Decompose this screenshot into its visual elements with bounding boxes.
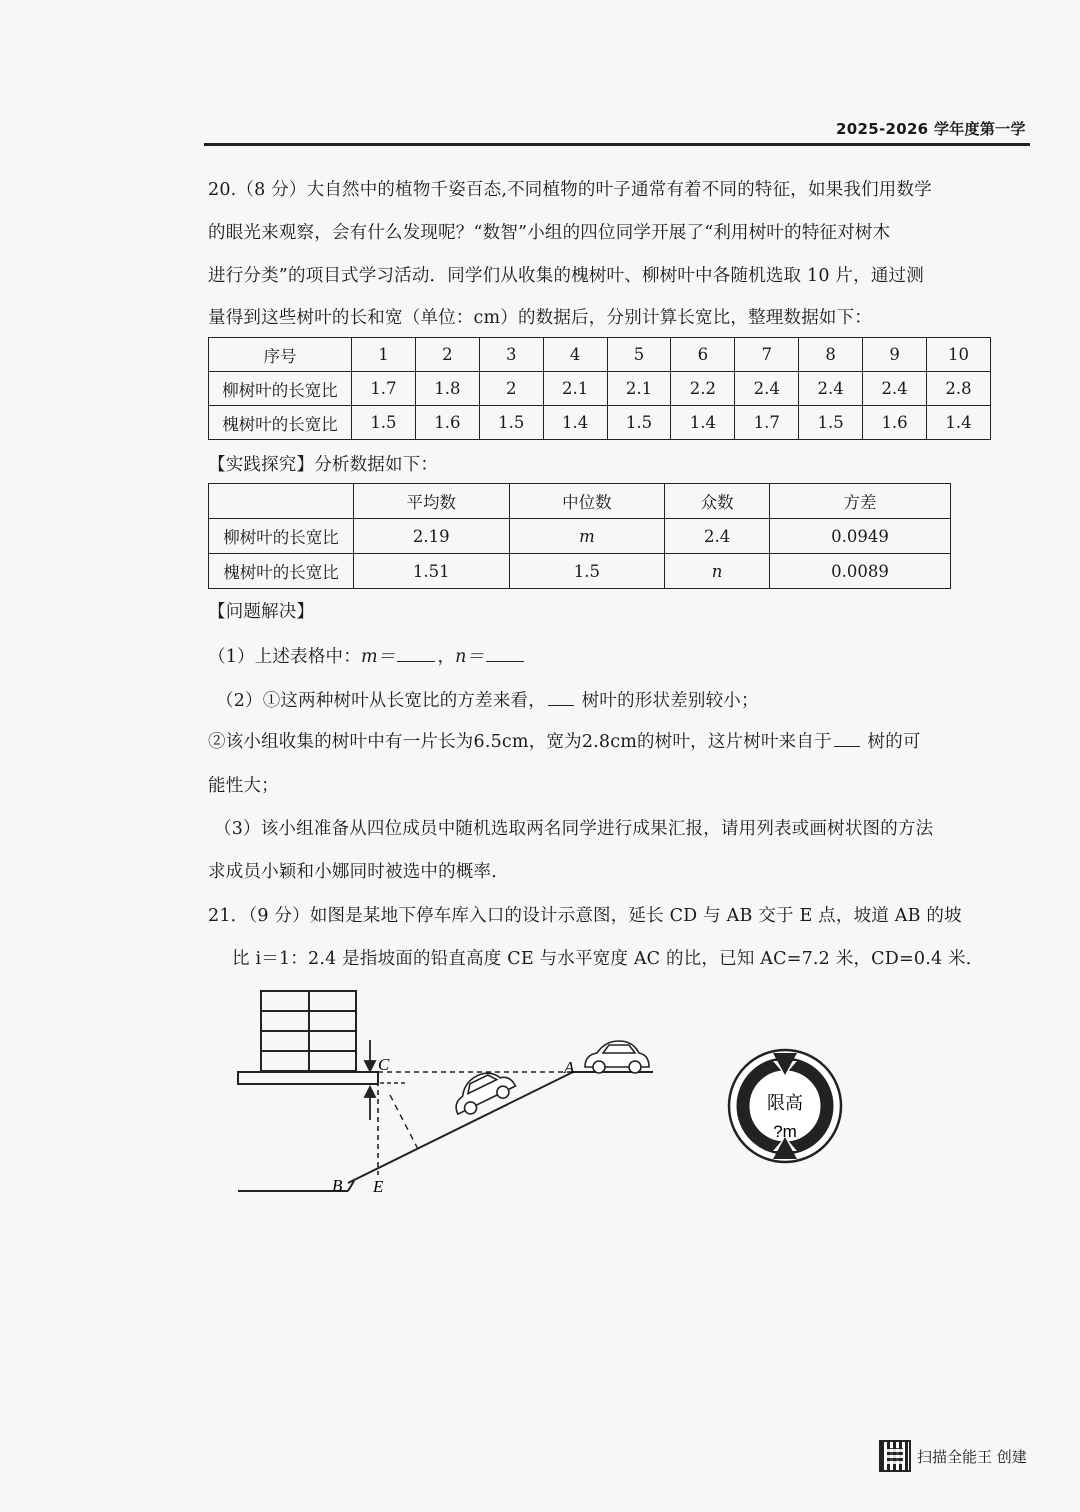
table-cell: 1.5	[607, 406, 671, 440]
q21-line-2: 比 i＝1：2.4 是指坡面的铅直高度 CE 与水平宽度 AC 的比，已知 AC=7.2 米，CD=0.4 米．	[232, 949, 984, 969]
height-limit-sign	[729, 1050, 841, 1162]
row-label: 槐树叶的长宽比	[209, 406, 352, 440]
part-3-line-2: 求成员小颖和小娜同时被选中的概率．	[208, 862, 509, 882]
car-on-ground-icon	[585, 1041, 649, 1073]
table-cell: 6	[671, 338, 735, 372]
part-2b	[208, 728, 921, 753]
practice-title: 【实践探究】分析数据如下：	[208, 455, 439, 475]
part-2b-prefix: ②该小组收集的树叶中有一片长为6.5cm，宽为2.8cm的树叶，这片树叶来自于	[208, 732, 832, 752]
table-cell: 1.4	[671, 406, 735, 440]
table-cell: 2.1	[543, 372, 607, 406]
m-answer-blank[interactable]	[397, 645, 435, 662]
point-e-label: E	[373, 1177, 384, 1196]
table-cell: m	[509, 519, 665, 554]
table-header-cell: 平均数	[354, 484, 510, 519]
table-cell: n	[665, 554, 770, 589]
variance-answer-blank[interactable]	[548, 689, 574, 706]
part-2b-suffix: 树的可	[867, 732, 921, 752]
q20-line-2: 的眼光来观察，会有什么发现呢？“数智”小组的四位同学开展了“利用树叶的特征对树木	[208, 223, 891, 243]
point-b-label: B	[332, 1176, 343, 1195]
header-title: 2025-2026 学年度第一学	[836, 120, 1026, 138]
car-on-slope-icon	[447, 1063, 519, 1120]
height-arrows	[365, 1040, 375, 1120]
table-cell: 1.7	[352, 372, 416, 406]
table-header-cell: 方差	[769, 484, 950, 519]
part-2a	[216, 687, 759, 712]
part-1	[208, 643, 526, 668]
table-cell: 1.4	[927, 406, 991, 440]
table-cell: 2.4	[735, 372, 799, 406]
table-cell: 1	[352, 338, 416, 372]
part-2b-line-2: 能性大；	[208, 776, 279, 796]
qr-code-icon	[879, 1440, 911, 1472]
table-cell: 2.19	[354, 519, 510, 554]
table-cell: 3	[479, 338, 543, 372]
table-cell: 2.4	[665, 519, 770, 554]
analysis-table	[208, 483, 951, 589]
n-answer-blank[interactable]	[486, 645, 524, 662]
slope-ab	[348, 1072, 573, 1183]
q20-line-3: 进行分类”的项目式学习活动．同学们从收集的槐树叶、柳树叶中各随机选取 10 片，通过测	[208, 266, 924, 286]
table-cell: 0.0949	[769, 519, 950, 554]
header-divider	[204, 143, 1030, 146]
row-label: 槐树叶的长宽比	[209, 554, 354, 589]
leaf-ratio-table	[208, 337, 991, 440]
table-cell: 4	[543, 338, 607, 372]
table-cell: 7	[735, 338, 799, 372]
table-header-cell: 中位数	[509, 484, 665, 519]
tree-answer-blank[interactable]	[834, 730, 860, 747]
table-cell: 1.51	[354, 554, 510, 589]
table-row	[209, 338, 991, 372]
table-corner-cell	[209, 484, 354, 519]
table-cell: 0.0089	[769, 554, 950, 589]
table-cell: 2.2	[671, 372, 735, 406]
building	[238, 991, 378, 1084]
sign-line-1: 限高	[767, 1093, 803, 1114]
footer	[879, 1440, 1027, 1472]
table-row	[209, 406, 991, 440]
row-label: 柳树叶的长宽比	[209, 372, 352, 406]
table-cell: 2.4	[863, 372, 927, 406]
table-cell: 1.6	[415, 406, 479, 440]
table-cell: 10	[927, 338, 991, 372]
table-cell: 2	[479, 372, 543, 406]
table-cell: 2.4	[799, 372, 863, 406]
table-cell: 1.5	[509, 554, 665, 589]
parking-diagram	[228, 985, 848, 1205]
car-sightline	[390, 1095, 420, 1153]
table-header-cell: 众数	[665, 484, 770, 519]
table-cell: 1.6	[863, 406, 927, 440]
table-row	[209, 519, 951, 554]
point-c-label: C	[378, 1055, 390, 1074]
part-2a-suffix: 树叶的形状差别较小；	[581, 691, 759, 711]
q20-line-1: 20.（8 分）大自然中的植物千姿百态,不同植物的叶子通常有着不同的特征，如果我们用数学	[208, 180, 932, 200]
table-cell: 1.8	[415, 372, 479, 406]
row-label: 柳树叶的长宽比	[209, 519, 354, 554]
part-1-prefix: （1）上述表格中：	[208, 647, 361, 667]
table-row	[209, 484, 951, 519]
part-3-line-1: （3）该小组准备从四位成员中随机选取两名同学进行成果汇报，请用列表或画树状图的方法	[214, 819, 934, 839]
table-cell: 1.7	[735, 406, 799, 440]
table-cell: 2.1	[607, 372, 671, 406]
n-label: n＝	[455, 647, 485, 667]
table-cell: 1.5	[799, 406, 863, 440]
table-cell: 1.5	[352, 406, 416, 440]
table-cell: 1.4	[543, 406, 607, 440]
table-cell: 2	[415, 338, 479, 372]
m-label: m＝	[360, 647, 396, 667]
sign-line-2: ?m	[773, 1122, 797, 1141]
footer-text: 扫描全能王 创建	[917, 1447, 1027, 1466]
q21-line-1: 21．（9 分）如图是某地下停车库入口的设计示意图，延长 CD 与 AB 交于 E 点，坡道 AB 的坡	[208, 906, 962, 926]
q20-line-4: 量得到这些树叶的长和宽（单位：cm）的数据后，分别计算长宽比，整理数据如下：	[208, 308, 872, 328]
table-cell: 9	[863, 338, 927, 372]
table-row	[209, 554, 951, 589]
part-1-separator: ，	[437, 647, 456, 667]
table-row	[209, 372, 991, 406]
table-cell: 2.8	[927, 372, 991, 406]
table-header-cell: 序号	[209, 338, 352, 372]
part-2a-prefix: （2）①这两种树叶从长宽比的方差来看，	[216, 691, 546, 711]
solve-title: 【问题解决】	[208, 602, 315, 622]
table-cell: 1.5	[479, 406, 543, 440]
table-cell: 5	[607, 338, 671, 372]
table-cell: 8	[799, 338, 863, 372]
point-a-label: A	[564, 1058, 575, 1077]
